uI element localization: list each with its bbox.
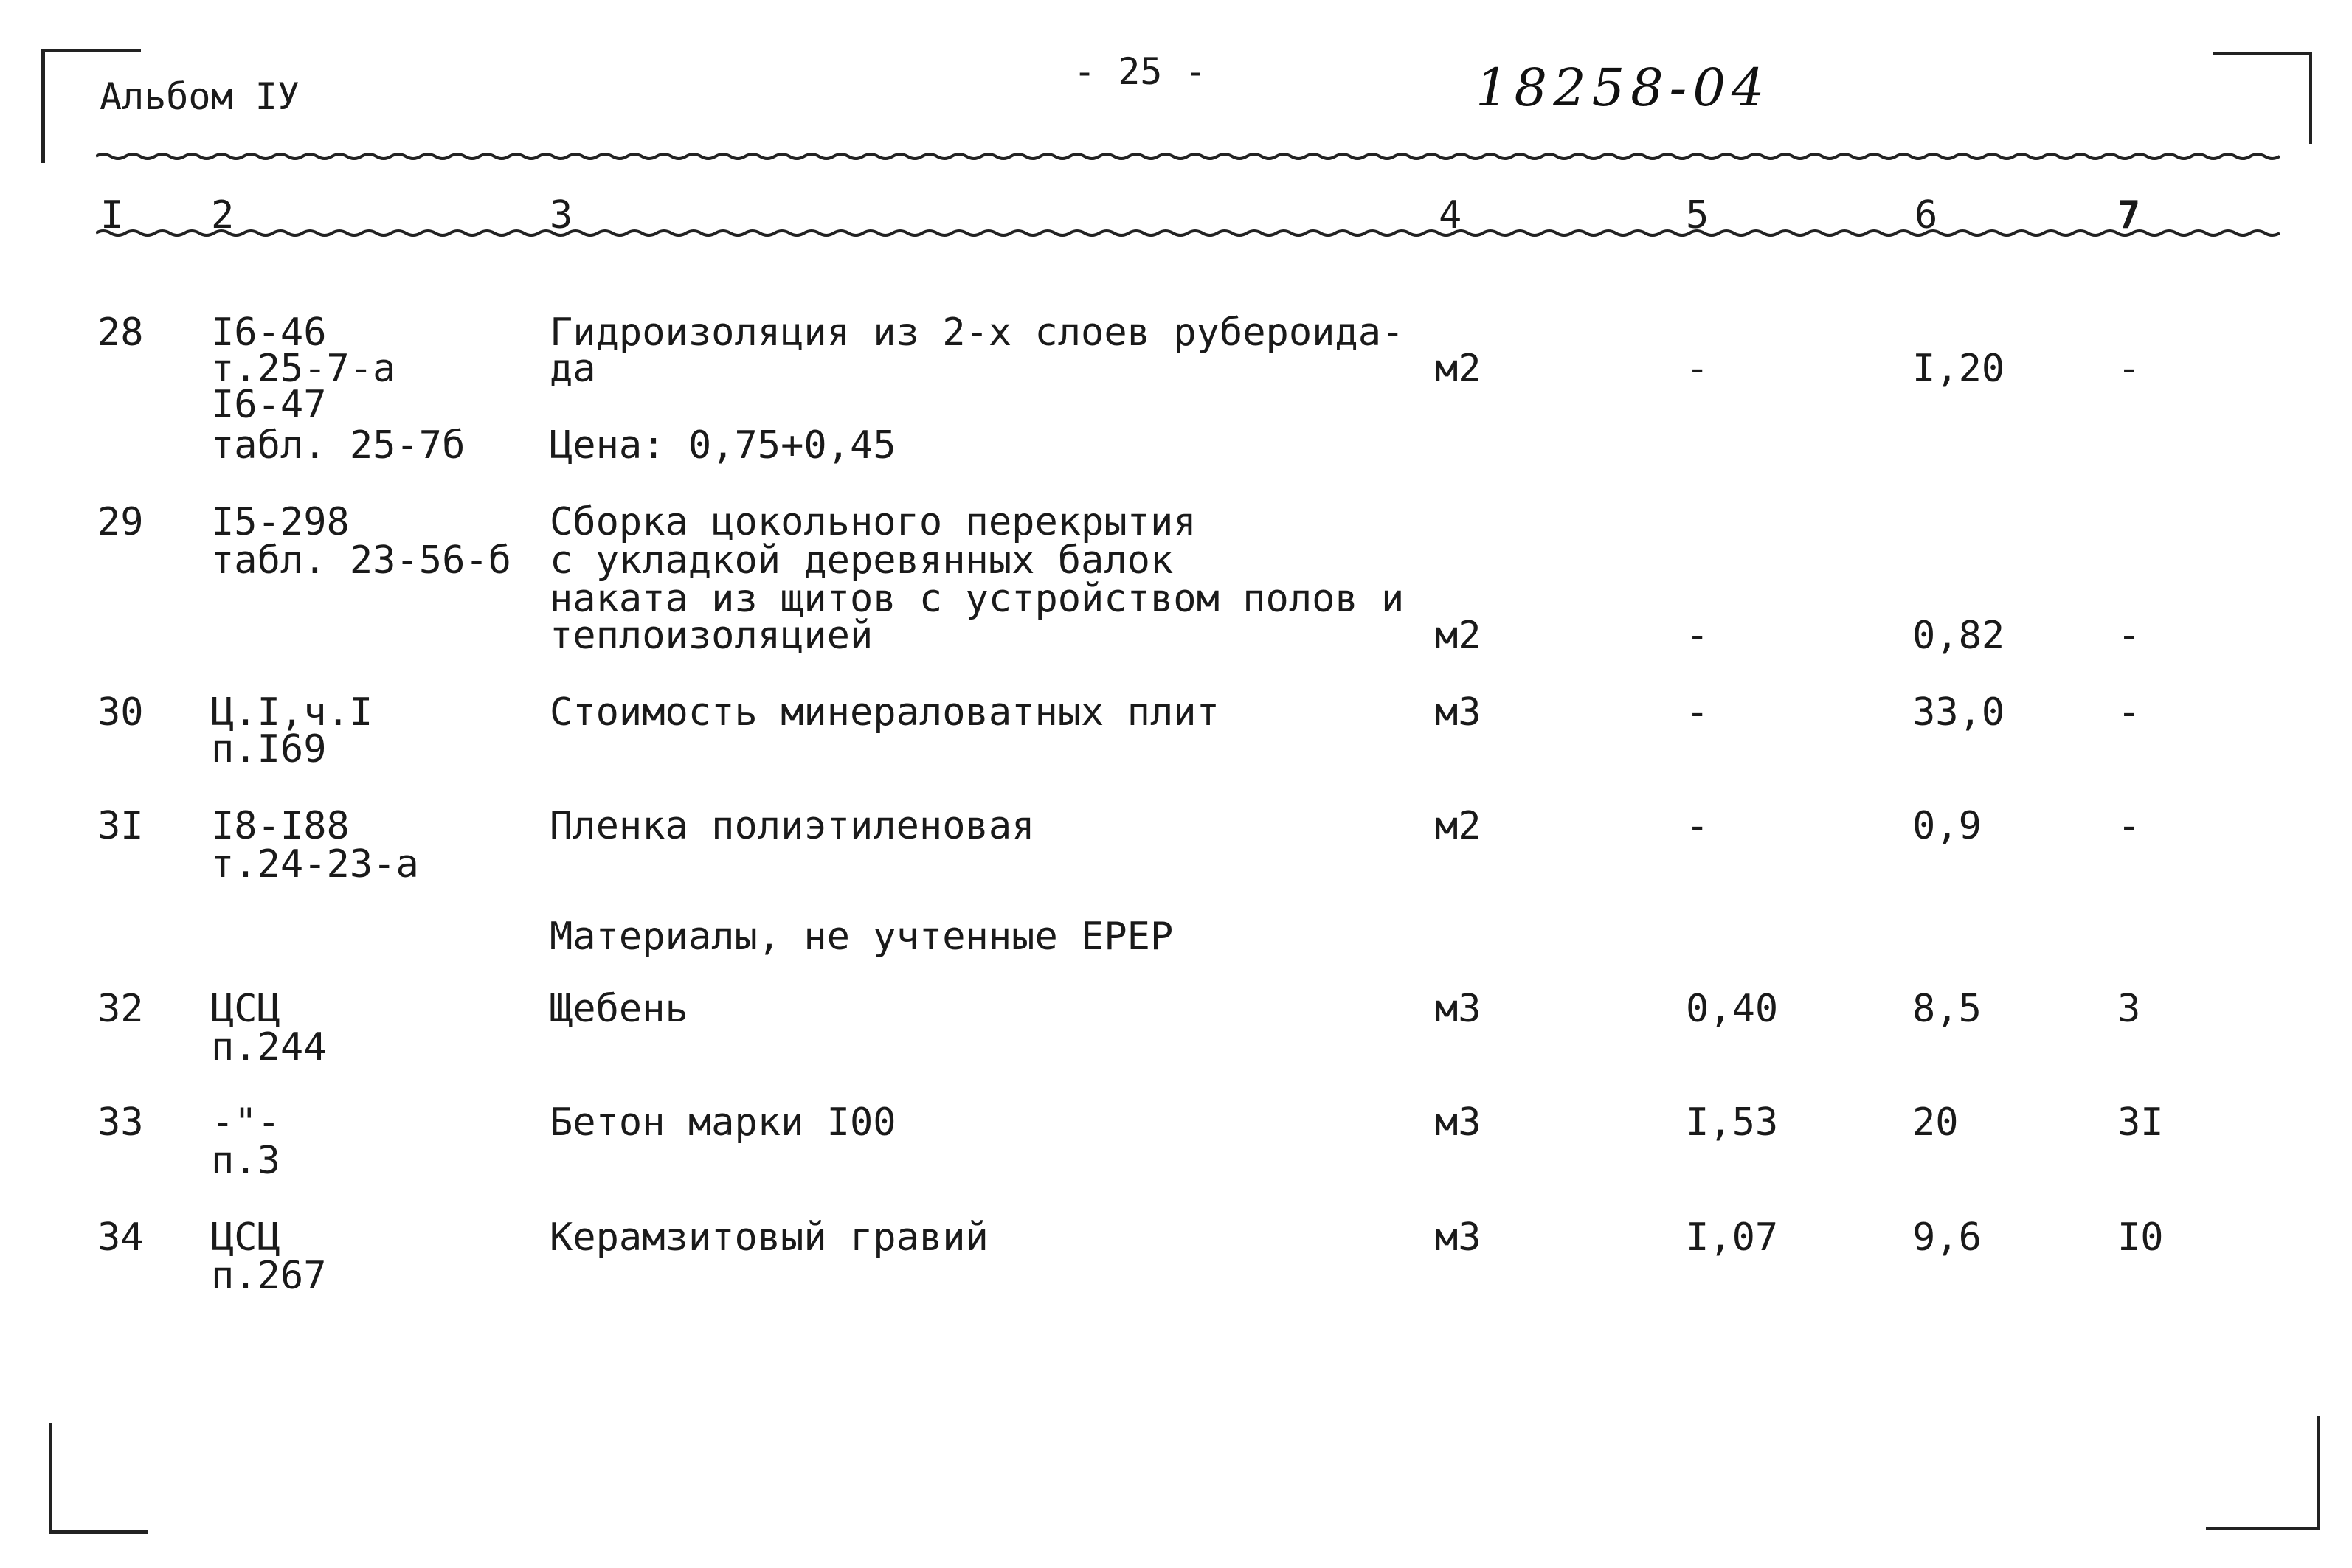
- row-quantity: 0,40: [1686, 987, 1779, 1031]
- row-ref-line: ЦСЦ: [211, 987, 280, 1031]
- row-unit-price: 20: [1912, 1100, 1959, 1145]
- page-number: - 25 -: [1073, 50, 1207, 93]
- row-description-line: наката из щитов с устройством полов и: [550, 577, 1405, 621]
- row-price-note: Цена: 0,75+0,45: [550, 423, 896, 468]
- row-quantity: -: [1686, 614, 1709, 658]
- row-quantity: -: [1686, 690, 1709, 735]
- row-unit: м3: [1435, 690, 1481, 735]
- row-number: 30: [97, 690, 144, 735]
- row-unit-price: 0,82: [1912, 614, 2005, 658]
- row-description-line: с укладкой деревянных балок: [550, 538, 1174, 583]
- row-description-line: теплоизоляцией: [550, 614, 874, 658]
- corner-mark-bottom-left: [49, 1423, 148, 1534]
- row-unit-price: 8,5: [1912, 987, 1982, 1031]
- row-ref-line: п.267: [211, 1254, 327, 1298]
- columns-rule: [96, 227, 2280, 239]
- row-description-line: Сборка цокольного перекрытия: [550, 500, 1197, 544]
- row-number: 29: [97, 500, 144, 544]
- row-ref-line: I5-298: [211, 500, 350, 544]
- row-ref-line: Ц.I,ч.I: [211, 690, 373, 735]
- column-header: 2: [211, 193, 235, 237]
- row-description-line: да: [550, 347, 596, 391]
- row-unit: м2: [1435, 804, 1481, 848]
- row-ref-line: т.24-23-а: [211, 842, 419, 887]
- row-unit: м2: [1435, 347, 1481, 391]
- row-number: 3I: [97, 804, 144, 848]
- row-ref-line: табл. 23-56-б: [211, 538, 511, 583]
- row-description-line: Щебень: [550, 987, 688, 1031]
- section-heading: Материалы, не учтенные ЕРЕР: [550, 915, 1174, 959]
- row-ref-line: т.25-7-а: [211, 347, 396, 391]
- row-description-line: Бетон марки I00: [550, 1100, 896, 1145]
- row-quantity: -: [1686, 804, 1709, 848]
- row-ref-line: I6-47: [211, 383, 327, 427]
- row-number: 32: [97, 987, 144, 1031]
- album-label: Альбом IУ: [100, 75, 300, 118]
- column-header: I: [100, 193, 124, 237]
- row-ref-line: I8-I88: [211, 804, 350, 848]
- row-unit: м3: [1435, 1100, 1481, 1145]
- row-ref-line: п.3: [211, 1139, 280, 1183]
- row-description-line: Гидроизоляция из 2-х слоев рубероида-: [550, 311, 1405, 355]
- column-header: 3: [550, 193, 573, 237]
- columns-rule-line: [96, 231, 2280, 235]
- row-ref-line: п.I69: [211, 727, 327, 771]
- column-header: 7: [2117, 193, 2141, 237]
- document-number: 18258-04: [1476, 58, 1771, 118]
- header-rule-line: [96, 154, 2280, 159]
- row-description-line: Стоимость минераловатных плит: [550, 690, 1220, 735]
- row-unit: м2: [1435, 614, 1481, 658]
- row-total: -: [2117, 347, 2141, 391]
- row-unit-price: 33,0: [1912, 690, 2005, 735]
- row-total: -: [2117, 804, 2141, 848]
- row-unit: м3: [1435, 1215, 1481, 1260]
- row-total: -: [2117, 690, 2141, 735]
- column-header: 4: [1439, 193, 1462, 237]
- column-header: 5: [1686, 193, 1709, 237]
- row-ref-line: ЦСЦ: [211, 1215, 280, 1260]
- row-unit-price: I,20: [1912, 347, 2005, 391]
- row-total: 3: [2117, 987, 2141, 1031]
- row-ref-line: -"-: [211, 1100, 280, 1145]
- row-unit: м3: [1435, 987, 1481, 1031]
- row-number: 33: [97, 1100, 144, 1145]
- row-description-line: Керамзитовый гравий: [550, 1215, 989, 1260]
- corner-mark-top-right: [2213, 52, 2312, 144]
- row-quantity: -: [1686, 347, 1709, 391]
- row-ref-line: п.244: [211, 1025, 327, 1069]
- row-total: I0: [2117, 1215, 2164, 1260]
- row-number: 34: [97, 1215, 144, 1260]
- row-number: 28: [97, 311, 144, 355]
- row-quantity: I,53: [1686, 1100, 1779, 1145]
- row-description-line: Пленка полиэтиленовая: [550, 804, 1035, 848]
- row-quantity: I,07: [1686, 1215, 1779, 1260]
- row-total: -: [2117, 614, 2141, 658]
- header-rule: [96, 150, 2280, 162]
- row-unit-price: 9,6: [1912, 1215, 1982, 1260]
- row-total: 3I: [2117, 1100, 2164, 1145]
- row-ref-line: I6-46: [211, 311, 327, 355]
- row-unit-price: 0,9: [1912, 804, 1982, 848]
- row-ref-line: табл. 25-7б: [211, 423, 466, 468]
- corner-mark-bottom-right: [2206, 1416, 2320, 1530]
- column-header: 6: [1915, 193, 1938, 237]
